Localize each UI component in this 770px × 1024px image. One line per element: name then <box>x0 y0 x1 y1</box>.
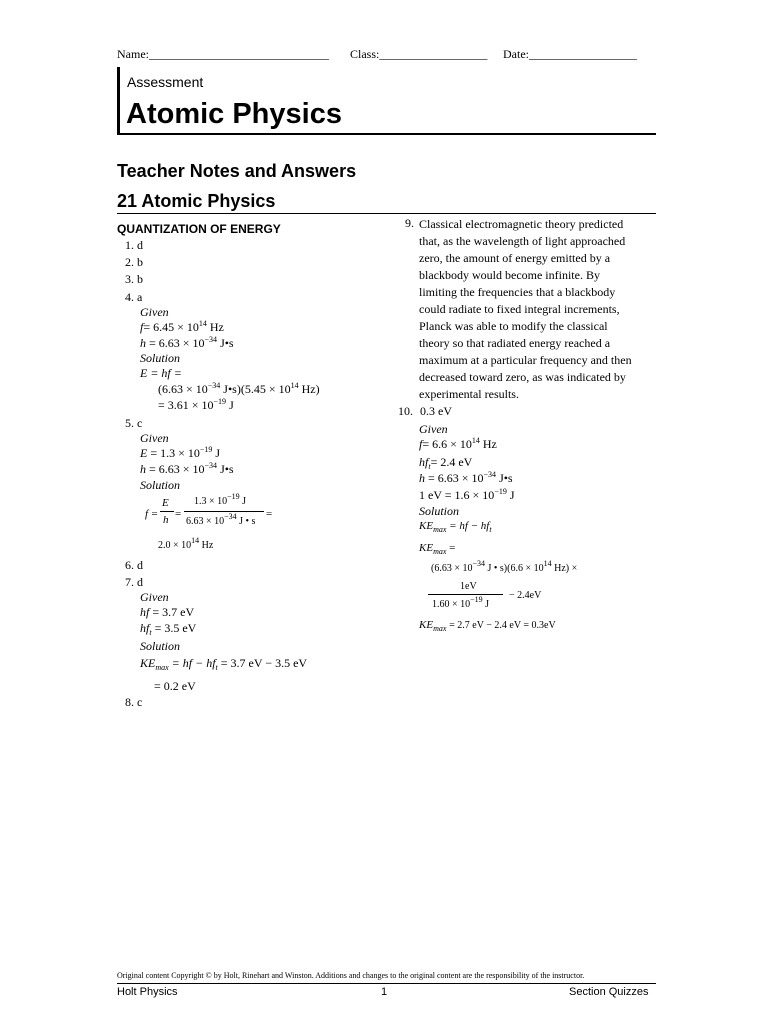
q10-fraction-denominator: $1.60 \times 10^{-19}$ J <box>432 595 490 610</box>
answer-5: 5. c <box>125 416 143 430</box>
q4-formula: E = hf = <box>140 366 182 380</box>
answer-8: 8. c <box>125 695 143 709</box>
answer-4: 4. a <box>125 290 143 304</box>
footer-right: Section Quizzes <box>569 986 649 998</box>
q5-E-numerator: E <box>162 497 169 509</box>
q9-line-2: that, as the wavelength of light approached <box>419 234 626 248</box>
q5-result: $2.0 \times 10^{14}$ Hz <box>158 536 214 551</box>
q5-fraction-bar-1 <box>160 511 174 512</box>
page-number: 1 <box>381 986 388 998</box>
q10-minus: − 2.4eV <box>509 590 542 601</box>
name-field: Name:______________________________ <box>117 47 329 61</box>
q9-line-6: could radiate to fixed integral increments, <box>419 302 620 316</box>
q9-line-5: limiting the frequencies that a blackbody <box>419 285 616 299</box>
footer-rule <box>117 983 656 984</box>
q9-line-1: Classical electromagnetic theory predicted <box>419 217 624 231</box>
q5-given-label: Given <box>140 431 169 445</box>
answer-2: 2. b <box>125 255 143 269</box>
q10-number: 10. <box>398 404 413 418</box>
q10-given-h: $h = 6.63 \times 10^{-34}$ J•s <box>419 470 513 485</box>
q5-f-symbol: f = <box>145 508 159 520</box>
class-field: Class:__________________ <box>350 47 488 61</box>
q10-given-hft: $hf_t= 2.4$ eV <box>419 455 473 471</box>
q5-h-denominator: h <box>163 514 169 526</box>
q4-given-f: $f= 6.45 \times 10^{14}$ Hz <box>140 319 224 334</box>
q5-given-E: $E = 1.3 \times 10^{-19}$ J <box>140 445 221 460</box>
q10-answer: 0.3 eV <box>420 404 452 418</box>
date-field: Date:__________________ <box>503 47 637 61</box>
assessment-label: Assessment <box>127 74 204 90</box>
q5-equals-1: = <box>175 508 182 520</box>
q7-given-hf: hf = 3.7 eV <box>140 605 195 619</box>
q9-number: 9. <box>405 216 414 230</box>
q5-solution-label: Solution <box>140 478 181 492</box>
q7-result: = 0.2 eV <box>154 679 196 693</box>
q10-given-label: Given <box>419 422 448 436</box>
answer-1: 1. d <box>125 238 143 252</box>
q5-numerator: $1.3 \times 10^{-19}$ J <box>194 492 247 507</box>
title-bar <box>117 67 120 133</box>
q5-given-h: $h = 6.63 \times 10^{-34}$ J•s <box>140 461 234 476</box>
q4-given-h: $h = 6.63 \times 10^{-34}$ J•s <box>140 335 234 350</box>
q10-fraction-numerator: 1eV <box>460 581 477 592</box>
q7-solution-label: Solution <box>140 639 181 653</box>
subsection-heading: QUANTIZATION OF ENERGY <box>117 222 281 236</box>
q7-given-label: Given <box>140 590 169 604</box>
q10-final: $KE_{max} = 2.7$ eV − 2.4 eV = 0.3eV <box>419 619 556 633</box>
q10-fraction-bar <box>428 594 503 595</box>
q9-line-3: zero, the amount of energy emitted by a <box>419 251 611 265</box>
q7-formula: $KE_{max}$ = hf − $hf_t = 3.7$ eV − 3.5 eV <box>140 656 308 672</box>
section-rule <box>117 213 656 214</box>
q10-solution-label: Solution <box>419 504 460 518</box>
q4-result: = $3.61 \times 10^{-19}$ J <box>158 397 234 412</box>
q4-solution-label: Solution <box>140 351 181 365</box>
q4-calculation: ($6.63 \times 10^{-34}$ J•s)(5.45 × $10^{14}$ Hz) <box>158 381 320 396</box>
q9-line-9: maximum at a particular frequency and then <box>419 353 632 367</box>
q10-given-f: $f= 6.6 \times 10^{14}$ Hz <box>419 436 497 451</box>
footer-left: Holt Physics <box>117 986 178 998</box>
q9-line-11: experimental results. <box>419 387 519 401</box>
answer-7: 7. d <box>125 575 143 589</box>
q10-formula: $KE_{max}$ = hf − $hf_t$ <box>419 520 492 534</box>
copyright-notice: Original content Copyright © by Holt, Rinehart and Winston. Additions and changes to the original content are the responsibility of the instructor. <box>117 971 585 980</box>
q10-given-ev: 1 eV = $1.6 \times 10^{-19}$ J <box>419 487 515 502</box>
q10-ke-equals: $KE_{max}$ = <box>419 542 456 556</box>
q9-line-8: theory so that radiated energy reached a <box>419 336 611 350</box>
q5-equals-2: = <box>266 508 273 520</box>
page-title: Atomic Physics <box>126 98 342 130</box>
q10-calculation: ($6.63 \times 10^{-34}$ J • $s)(6.6 \times 10^{14}$ Hz) × <box>431 559 578 574</box>
title-rule <box>117 133 656 135</box>
q9-line-10: decreased toward zero, as was indicated by <box>419 370 626 384</box>
q4-given-label: Given <box>140 305 169 319</box>
q7-given-hft: $hf_t = 3.5$ eV <box>140 621 197 637</box>
q5-denominator: $6.63 \times 10^{-34}$ J • s <box>186 512 256 527</box>
q9-line-7: Planck was able to modify the classical <box>419 319 608 333</box>
answer-3: 3. b <box>125 272 143 286</box>
chapter-heading: 21 Atomic Physics <box>117 191 276 211</box>
answer-6: 6. d <box>125 558 143 572</box>
section-heading: Teacher Notes and Answers <box>117 161 357 181</box>
q9-line-4: blackbody would become infinite. By <box>419 268 600 282</box>
